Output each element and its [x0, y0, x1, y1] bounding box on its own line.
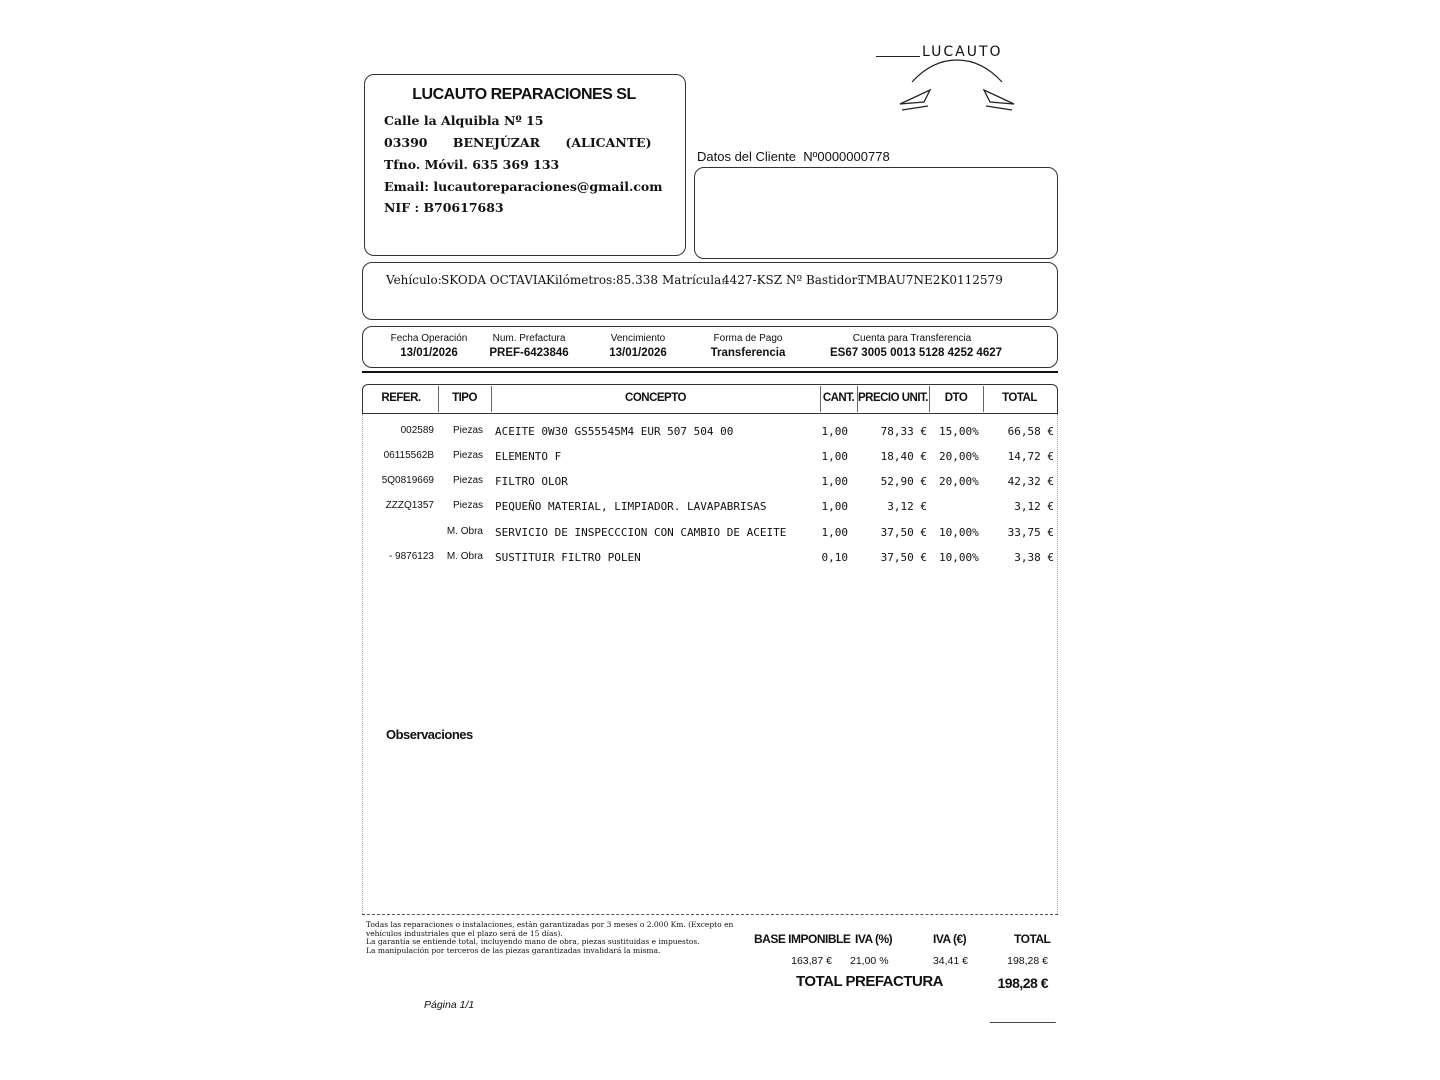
cell-total: 3,38 € — [1014, 551, 1054, 564]
cell-concepto: ELEMENTO F — [495, 450, 562, 463]
logo-underline — [876, 56, 920, 57]
footer-rule — [990, 1022, 1056, 1023]
plate-value: 4427-KSZ — [722, 273, 783, 287]
cell-concepto: SUSTITUIR FILTRO POLEN — [495, 551, 641, 564]
company-phone: Tfno. Móvil. 635 369 133 — [384, 157, 560, 172]
company-postal-code: 03390 — [384, 135, 428, 150]
prefactura-label: Num. Prefactura — [492, 333, 566, 344]
cell-concepto: PEQUEÑO MATERIAL, LIMPIADOR. LAVAPABRISAS — [495, 500, 767, 513]
cell-ref: 06115562B — [383, 450, 434, 461]
cell-precio: 52,90 € — [880, 475, 927, 488]
cell-dto: 10,00% — [939, 551, 979, 564]
due-label: Vencimiento — [610, 333, 666, 344]
prefactura-value: PREF-6423846 — [489, 347, 569, 359]
company-city: BENEJÚZAR — [452, 135, 540, 150]
payment-label: Forma de Pago — [713, 333, 783, 344]
cell-total: 66,58 € — [1007, 425, 1054, 438]
cell-dto: 10,00% — [939, 526, 979, 539]
due-value: 13/01/2026 — [609, 347, 667, 359]
cell-ref: 002589 — [400, 425, 434, 436]
cell-ref: 5Q0819669 — [381, 475, 434, 486]
logo-text: LUCAUTO — [922, 44, 1003, 60]
page-number: Página 1/1 — [424, 999, 475, 1011]
header-dto: DTO — [944, 392, 968, 404]
total-value: 198,28 € — [1007, 955, 1048, 967]
vehicle-value: SKODA OCTAVIA — [441, 273, 547, 287]
cell-dto: 20,00% — [939, 475, 979, 488]
chassis-value: TMBAU7NE2K0112579 — [858, 273, 1003, 287]
warranty-line-2: La garantía se entiende total, incluyendo mano de obra, piezas sustituidas e impuestos. — [366, 937, 700, 946]
vehicle-box — [362, 262, 1058, 320]
table-top-rule — [362, 371, 1058, 373]
iva-eur-value: 34,41 € — [932, 955, 968, 967]
km-label: Kilómetros: — [546, 273, 617, 287]
header-ref: REFER. — [381, 392, 421, 404]
chassis-label: Nº Bastidor: — [786, 273, 862, 287]
account-label: Cuenta para Transferencia — [852, 333, 972, 344]
client-number: Nº0000000778 — [803, 149, 890, 164]
cell-tipo: Piezas — [452, 425, 483, 436]
cell-dto: 20,00% — [939, 450, 979, 463]
base-label: BASE IMPONIBLE — [754, 932, 851, 946]
client-data-label — [697, 149, 890, 164]
cell-ref: - 9876123 — [388, 551, 434, 562]
cell-cant: 0,10 — [821, 551, 848, 564]
km-value: 85.338 — [616, 273, 658, 287]
grand-total-label: TOTAL PREFACTURA — [796, 973, 944, 990]
header-tipo: TIPO — [452, 392, 477, 404]
cell-ref: ZZZQ1357 — [385, 500, 434, 511]
cell-concepto: ACEITE 0W30 GS55545M4 EUR 507 504 00 — [495, 425, 734, 438]
cell-tipo: M. Obra — [446, 551, 483, 562]
cell-cant: 1,00 — [821, 450, 848, 463]
client-label-text: Datos del Cliente — [697, 149, 796, 164]
cell-precio: 37,50 € — [880, 551, 927, 564]
iva-eur-label: IVA (€) — [933, 932, 967, 946]
observations-bottom-rule — [362, 914, 1058, 915]
cell-tipo: Piezas — [452, 450, 483, 461]
header-total: TOTAL — [1002, 392, 1037, 404]
iva-pct-label: IVA (%) — [855, 932, 893, 946]
header-concepto: CONCEPTO — [625, 392, 686, 404]
observations-label: Observaciones — [386, 727, 473, 742]
cell-tipo: Piezas — [452, 500, 483, 511]
cell-cant: 1,00 — [821, 425, 848, 438]
company-address: Calle la Alquibla Nº 15 — [384, 113, 544, 128]
table-body — [362, 414, 1058, 914]
cell-precio: 78,33 € — [880, 425, 927, 438]
cell-dto: 15,00% — [939, 425, 979, 438]
date-value: 13/01/2026 — [400, 347, 458, 359]
account-value: ES67 3005 0013 5128 4252 4627 — [829, 347, 1003, 359]
iva-pct-value: 21,00 % — [850, 955, 889, 967]
warranty-line-1: Todas las reparaciones o instalaciones, están garantizadas por 3 meses o 2.000 Km. (Excepto en vehículos industriales que el plazo será de 15 días). — [366, 920, 734, 938]
cell-cant: 1,00 — [821, 475, 848, 488]
company-city-line — [384, 135, 652, 150]
total-label: TOTAL — [1014, 932, 1051, 946]
cell-concepto: SERVICIO DE INSPECCCION CON CAMBIO DE ACEITE — [495, 526, 787, 539]
plate-label: Matrícula: — [662, 273, 726, 287]
cell-precio: 18,40 € — [880, 450, 927, 463]
vehicle-label: Vehículo: — [386, 273, 442, 287]
cell-cant: 1,00 — [821, 500, 848, 513]
cell-tipo: Piezas — [452, 475, 483, 486]
header-precio: PRECIO UNIT. — [857, 392, 929, 404]
grand-total-value: 198,28 € — [997, 975, 1048, 991]
cell-concepto: FILTRO OLOR — [495, 475, 568, 488]
payment-value: Transferencia — [710, 347, 786, 359]
cell-cant: 1,00 — [821, 526, 848, 539]
date-label: Fecha Operación — [390, 333, 468, 344]
cell-total: 14,72 € — [1007, 450, 1054, 463]
cell-total: 33,75 € — [1007, 526, 1054, 539]
client-box — [694, 167, 1058, 259]
warranty-line-3: La manipulación por terceros de las piezas garantizadas invalidará la misma. — [366, 945, 661, 955]
cell-precio: 37,50 € — [880, 526, 927, 539]
company-province: (ALICANTE) — [565, 135, 652, 150]
base-value: 163,87 € — [791, 955, 832, 967]
cell-total: 3,12 € — [1014, 500, 1054, 513]
company-nif: NIF : B70617683 — [384, 200, 504, 215]
cell-tipo: M. Obra — [446, 526, 483, 537]
header-cant: CANT. — [822, 392, 855, 404]
cell-precio: 3,12 € — [887, 500, 927, 513]
company-email: Email: lucautoreparaciones@gmail.com — [384, 179, 663, 194]
company-name: LUCAUTO REPARACIONES SL — [412, 86, 636, 103]
warranty-text — [366, 921, 744, 955]
cell-total: 42,32 € — [1007, 475, 1054, 488]
